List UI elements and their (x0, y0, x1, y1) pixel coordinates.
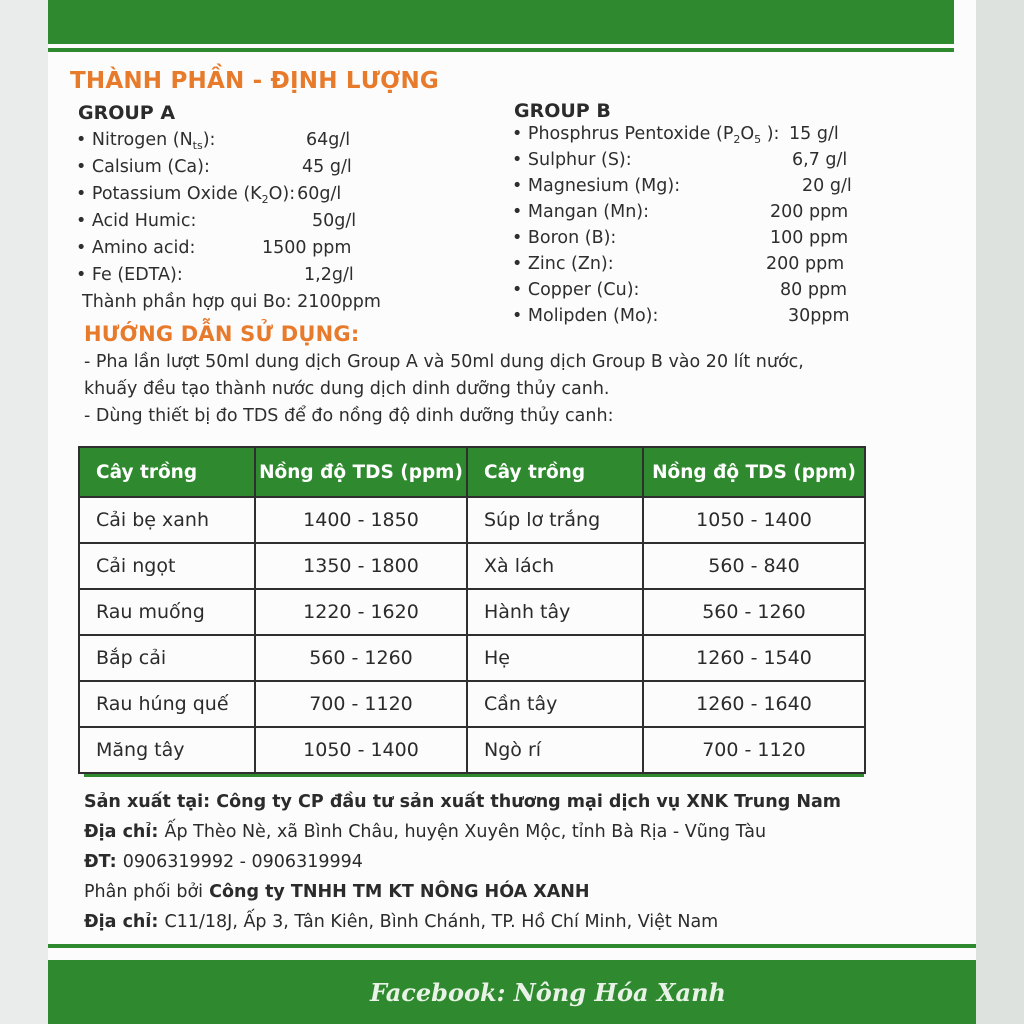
group-a-value: 60g/l (297, 184, 342, 204)
tds-cell: 700 - 1120 (255, 681, 467, 727)
crop-cell: Rau muống (79, 589, 255, 635)
group-a-item: • Amino acid: 1500 ppm (76, 238, 352, 258)
phone-line: ĐT: 0906319992 - 0906319994 (84, 852, 363, 872)
crop-cell: Cải bẹ xanh (79, 497, 255, 543)
group-a-value: 1500 ppm (262, 238, 352, 258)
group-b-item: • Sulphur (S): 6,7 g/l (512, 150, 848, 170)
group-b-item: • Copper (Cu): 80 ppm (512, 280, 848, 300)
group-b-value: 30ppm (788, 306, 850, 326)
group-b-title: GROUP B (514, 100, 611, 122)
bottom-green-rule (48, 944, 976, 948)
tds-cell: 1220 - 1620 (255, 589, 467, 635)
table-header-row (79, 447, 865, 497)
group-a-item: • Nitrogen $(N_{ts})$: 64g/l (76, 130, 351, 152)
crop-cell: Hành tây (467, 589, 643, 635)
usage-title: HƯỚNG DẪN SỬ DỤNG: (84, 322, 360, 346)
group-b-value: 20 g/l (802, 176, 852, 196)
usage-line: khuấy đều tạo thành nước dung dịch dinh dưỡng thủy canh. (84, 379, 610, 399)
tds-cell: 1350 - 1800 (255, 543, 467, 589)
group-b-value: 200 ppm (766, 254, 845, 274)
manufacturer-address-line: Địa chỉ: Ấp Thèo Nè, xã Bình Châu, huyện Xuyên Mộc, tỉnh Bà Rịa - Vũng Tàu (84, 822, 767, 842)
composition-title: THÀNH PHẦN - ĐỊNH LƯỢNG (70, 68, 439, 94)
group-a-item: • Calsium (Ca): 45 g/l (76, 157, 352, 177)
crop-cell: Súp lơ trắng (467, 497, 643, 543)
table-row (79, 681, 865, 727)
crop-cell: Cần tây (467, 681, 643, 727)
usage-line: - Dùng thiết bị đo TDS để đo nồng độ dinh dưỡng thủy canh: (84, 406, 614, 426)
group-a-value: 50g/l (312, 211, 357, 231)
tds-cell: 1050 - 1400 (255, 727, 467, 773)
top-green-band (48, 0, 954, 44)
tds-cell: 1400 - 1850 (255, 497, 467, 543)
column-header-tds: Nồng độ TDS (ppm) (643, 447, 865, 497)
distributor-address-line: Địa chỉ: C11/18J, Ấp 3, Tân Kiên, Bình Chánh, TP. Hồ Chí Minh, Việt Nam (84, 912, 719, 932)
column-header-tds: Nồng độ TDS (ppm) (255, 447, 467, 497)
crop-cell: Bắp cải (79, 635, 255, 681)
group-b-item: • Boron (B): 100 ppm (512, 228, 849, 248)
distributor-line: Phân phối bởi Công ty TNHH TM KT NÔNG HÓA XANH (84, 882, 590, 902)
crop-cell: Ngò rí (467, 727, 643, 773)
tds-cell: 560 - 1260 (255, 635, 467, 681)
crop-cell: Măng tây (79, 727, 255, 773)
tds-table (78, 446, 866, 774)
crop-cell: Hẹ (467, 635, 643, 681)
group-b-value: 200 ppm (770, 202, 849, 222)
group-a-item: • Acid Humic: 50g/l (76, 211, 357, 231)
tds-cell: 560 - 840 (643, 543, 865, 589)
group-b-value: 15 g/l (789, 124, 839, 144)
group-b-value: 6,7 g/l (792, 150, 848, 170)
tds-cell: 1050 - 1400 (643, 497, 865, 543)
tds-cell: 1260 - 1540 (643, 635, 865, 681)
group-a-item: • Potassium Oxide $(K_2O)$: 60g/l (76, 184, 342, 206)
tds-cell: 700 - 1120 (643, 727, 865, 773)
column-header-crop: Cây trồng (467, 447, 643, 497)
divider-rule (84, 774, 864, 777)
crop-cell: Cải ngọt (79, 543, 255, 589)
tds-cell: 560 - 1260 (643, 589, 865, 635)
group-b-item: • Phosphrus Pentoxide ($P_2O_5$ ): 15 g/l (512, 124, 839, 146)
group-b-item: • Magnesium (Mg): 20 g/l (512, 176, 852, 196)
background-strip (976, 0, 1024, 1024)
manufacturer-line: Sản xuất tại: Công ty CP đầu tư sản xuất thương mại dịch vụ XNK Trung Nam (84, 792, 842, 812)
group-a-title: GROUP A (78, 102, 176, 124)
table-row (79, 727, 865, 773)
crop-cell: Rau húng quế (79, 681, 255, 727)
group-b-item: • Mangan (Mn): 200 ppm (512, 202, 849, 222)
column-header-crop: Cây trồng (79, 447, 255, 497)
group-a-value: 64g/l (306, 130, 351, 150)
group-b-value: 100 ppm (770, 228, 849, 248)
group-b-item: • Zinc (Zn): 200 ppm (512, 254, 845, 274)
tds-cell: 1260 - 1640 (643, 681, 865, 727)
table-row (79, 543, 865, 589)
group-a-note: Thành phần hợp qui Bo: 2100ppm (82, 292, 381, 312)
group-a-value: 1,2g/l (304, 265, 354, 285)
group-a-value: 45 g/l (302, 157, 352, 177)
top-green-rule (48, 48, 954, 52)
group-b-item: • Molipden (Mo): 30ppm (512, 306, 850, 326)
group-a-item: • Fe (EDTA): 1,2g/l (76, 265, 354, 285)
crop-cell: Xà lách (467, 543, 643, 589)
table-row (79, 497, 865, 543)
facebook-label: Facebook: Nông Hóa Xanh (370, 978, 726, 1007)
usage-line: - Pha lần lượt 50ml dung dịch Group A và 50ml dung dịch Group B vào 20 lít nước, (84, 352, 804, 372)
table-row (79, 589, 865, 635)
table-row (79, 635, 865, 681)
group-b-value: 80 ppm (780, 280, 848, 300)
